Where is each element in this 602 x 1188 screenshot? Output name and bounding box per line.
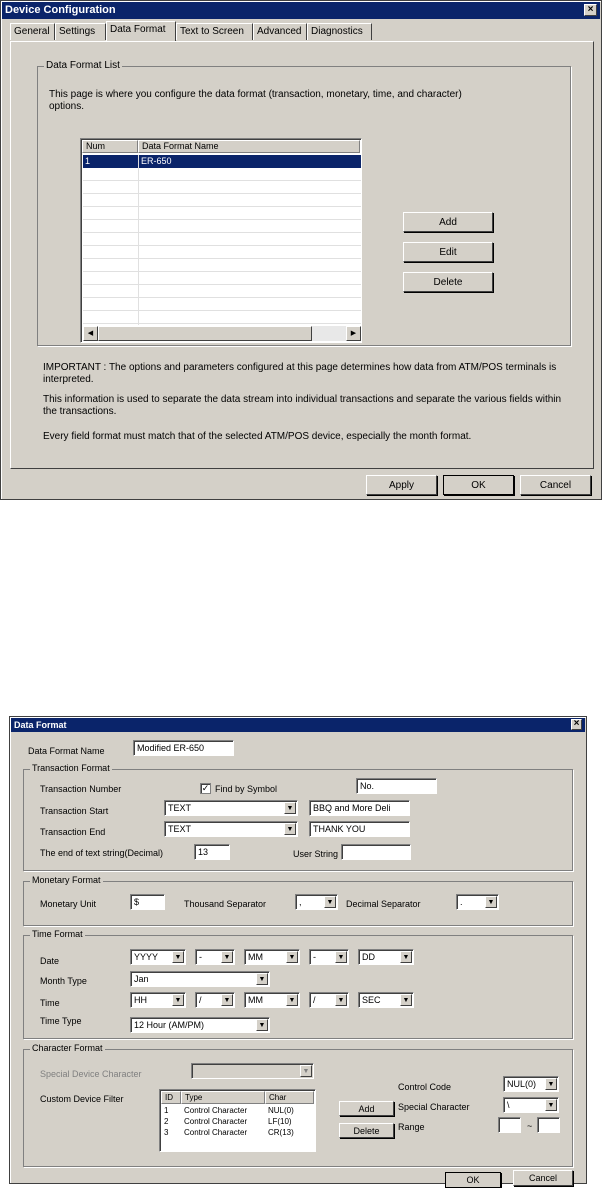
- device-configuration-window: [0, 0, 602, 500]
- date-label: Date: [40, 956, 60, 966]
- dropdown-icon[interactable]: ▼: [400, 994, 412, 1006]
- selected-value: YYYY: [134, 952, 159, 962]
- custom-device-filter-label: Custom Device Filter: [40, 1094, 124, 1104]
- group-title: Transaction Format: [32, 763, 110, 773]
- close-button[interactable]: ×: [584, 4, 597, 16]
- tab-strip: [10, 20, 590, 42]
- time-type-label: Time Type: [40, 1016, 82, 1026]
- selected-value: 12 Hour (AM/PM): [134, 1020, 205, 1030]
- time-separator1-select[interactable]: [195, 992, 235, 1008]
- add-button[interactable]: Add: [403, 212, 493, 232]
- selected-value: DD: [362, 952, 375, 962]
- monetary-unit-label: Monetary Unit: [40, 899, 97, 909]
- column-header-num[interactable]: Num: [82, 140, 138, 153]
- dropdown-icon[interactable]: ▼: [335, 994, 347, 1006]
- transaction-start-type-select[interactable]: [164, 800, 298, 816]
- dropdown-icon[interactable]: ▼: [256, 973, 268, 985]
- row-num: 1: [85, 156, 91, 166]
- dropdown-icon[interactable]: ▼: [172, 994, 184, 1006]
- dropdown-icon[interactable]: ▼: [324, 896, 336, 908]
- dropdown-icon[interactable]: ▼: [256, 1019, 268, 1031]
- window-title: Device Configuration: [5, 4, 116, 16]
- selected-value: \: [507, 1100, 510, 1110]
- selected-value: -: [199, 952, 202, 962]
- group-title: Data Format List: [46, 60, 120, 71]
- selected-value: HH: [134, 995, 147, 1005]
- tab-settings[interactable]: Settings: [55, 23, 106, 40]
- monetary-unit-input[interactable]: $: [130, 894, 165, 910]
- range-start-input[interactable]: [498, 1117, 521, 1133]
- custom-filter-table[interactable]: [159, 1089, 316, 1152]
- selected-value: NUL(0): [507, 1079, 537, 1089]
- dropdown-icon[interactable]: ▼: [284, 823, 296, 835]
- find-by-symbol-label: Find by Symbol: [215, 784, 278, 794]
- tab-data-format[interactable]: Data Format: [106, 21, 176, 41]
- range-label: Range: [398, 1122, 425, 1132]
- row-type: Control Character: [184, 1106, 248, 1115]
- transaction-end-type-select[interactable]: [164, 821, 298, 837]
- separation-note: This information is used to separate the data stream into individual transactions and separate the various fields within the transactions.: [43, 394, 562, 417]
- row-char: NUL(0): [268, 1106, 294, 1115]
- table-row[interactable]: [162, 1105, 314, 1116]
- row-id: 1: [164, 1106, 169, 1115]
- time-label: Time: [40, 998, 60, 1008]
- delete-filter-button[interactable]: Delete: [339, 1123, 394, 1138]
- transaction-end-label: Transaction End: [40, 827, 106, 837]
- time-separator2-select[interactable]: [309, 992, 349, 1008]
- data-format-name-input[interactable]: Modified ER-650: [133, 740, 234, 756]
- selected-value: /: [313, 995, 316, 1005]
- ok-button[interactable]: OK: [443, 475, 514, 495]
- decimal-separator-label: Decimal Separator: [346, 899, 421, 909]
- window-title: Data Format: [14, 720, 67, 730]
- selected-value: /: [199, 995, 202, 1005]
- selected-value: .: [460, 897, 463, 907]
- dropdown-icon[interactable]: ▼: [286, 951, 298, 963]
- range-end-input[interactable]: [537, 1117, 560, 1133]
- tab-text-to-screen[interactable]: Text to Screen: [176, 23, 253, 40]
- decimal-separator-select[interactable]: [456, 894, 499, 910]
- selected-value: Jan: [134, 974, 149, 984]
- dropdown-icon[interactable]: ▼: [335, 951, 347, 963]
- dropdown-icon[interactable]: ▼: [221, 994, 233, 1006]
- range-separator: ~: [527, 1121, 533, 1131]
- dropdown-icon[interactable]: ▼: [284, 802, 296, 814]
- data-format-table[interactable]: [80, 138, 362, 343]
- column-header-type[interactable]: Type: [181, 1091, 265, 1104]
- table-row[interactable]: [162, 1127, 314, 1138]
- date-month-select[interactable]: [244, 949, 300, 965]
- scroll-left-icon[interactable]: ◀: [83, 326, 98, 341]
- time-second-select[interactable]: [358, 992, 414, 1008]
- month-format-note: Every field format must match that of the selected ATM/POS device, especially the month format.: [43, 431, 472, 442]
- scroll-right-icon[interactable]: ▶: [346, 326, 361, 341]
- selected-value: -: [313, 952, 316, 962]
- tab-general[interactable]: General: [10, 23, 55, 40]
- column-header-name[interactable]: Data Format Name: [138, 140, 360, 153]
- dropdown-icon[interactable]: ▼: [300, 1065, 312, 1077]
- date-day-select[interactable]: [358, 949, 414, 965]
- dropdown-icon[interactable]: ▼: [221, 951, 233, 963]
- selected-value: ,: [299, 897, 302, 907]
- column-header-char[interactable]: Char: [265, 1091, 314, 1104]
- table-row[interactable]: [83, 155, 361, 168]
- date-separator1-select[interactable]: [195, 949, 235, 965]
- tab-diagnostics[interactable]: Diagnostics: [307, 23, 372, 40]
- tab-advanced[interactable]: Advanced: [253, 23, 307, 40]
- end-of-text-input[interactable]: 13: [194, 844, 230, 860]
- data-format-name-label: Data Format Name: [28, 746, 105, 756]
- user-string-label: User String: [293, 849, 339, 859]
- cancel-button[interactable]: Cancel: [513, 1170, 573, 1186]
- scroll-thumb[interactable]: [98, 326, 312, 341]
- row-type: Control Character: [184, 1117, 248, 1126]
- table-row[interactable]: [162, 1116, 314, 1127]
- transaction-number-input[interactable]: No.: [356, 778, 437, 794]
- group-title: Monetary Format: [32, 875, 101, 885]
- close-button[interactable]: ×: [571, 719, 582, 730]
- edit-button[interactable]: Edit: [403, 242, 493, 262]
- thousand-separator-select[interactable]: [295, 894, 338, 910]
- transaction-end-input[interactable]: THANK YOU: [309, 821, 410, 837]
- find-by-symbol-checkbox[interactable]: ✓: [201, 783, 210, 793]
- dropdown-icon[interactable]: ▼: [545, 1099, 557, 1111]
- control-code-label: Control Code: [398, 1082, 452, 1092]
- row-char: LF(10): [268, 1117, 292, 1126]
- cancel-button[interactable]: Cancel: [520, 475, 591, 495]
- time-minute-select[interactable]: [244, 992, 300, 1008]
- month-type-label: Month Type: [40, 976, 87, 986]
- ok-button[interactable]: OK: [445, 1172, 501, 1188]
- row-type: Control Character: [184, 1128, 248, 1137]
- special-device-character-select[interactable]: [191, 1063, 314, 1079]
- column-header-id[interactable]: ID: [161, 1091, 181, 1104]
- transaction-start-input[interactable]: BBQ and More Deli: [309, 800, 410, 816]
- special-device-character-label: Special Device Character: [40, 1069, 142, 1079]
- row-char: CR(13): [268, 1128, 294, 1137]
- delete-button[interactable]: Delete: [403, 272, 493, 292]
- user-string-input[interactable]: [341, 844, 411, 860]
- title-bar: [11, 718, 585, 732]
- selected-value: MM: [248, 952, 263, 962]
- grid-divider: [138, 155, 139, 325]
- date-year-select[interactable]: [130, 949, 186, 965]
- selected-value: SEC: [362, 995, 381, 1005]
- selected-value: TEXT: [168, 824, 192, 834]
- intro-text: This page is where you configure the data format (transaction, monetary, time, and character) options.: [49, 89, 462, 112]
- data-format-window: [9, 716, 587, 1184]
- dropdown-icon[interactable]: ▼: [286, 994, 298, 1006]
- transaction-start-label: Transaction Start: [40, 806, 109, 816]
- row-id: 3: [164, 1128, 169, 1137]
- dropdown-icon[interactable]: ▼: [400, 951, 412, 963]
- end-of-text-label: The end of text string(Decimal): [40, 848, 164, 858]
- control-code-select[interactable]: [503, 1076, 559, 1092]
- date-separator2-select[interactable]: [309, 949, 349, 965]
- selected-value: TEXT: [168, 803, 192, 813]
- dropdown-icon[interactable]: ▼: [172, 951, 184, 963]
- selected-value: MM: [248, 995, 263, 1005]
- time-type-select[interactable]: [130, 1017, 270, 1033]
- row-name: ER-650: [141, 156, 172, 166]
- thousand-separator-label: Thousand Separator: [184, 899, 267, 909]
- add-filter-button[interactable]: Add: [339, 1101, 394, 1116]
- special-character-select[interactable]: [503, 1097, 559, 1113]
- title-bar: [2, 2, 600, 19]
- dropdown-icon[interactable]: ▼: [485, 896, 497, 908]
- time-hour-select[interactable]: [130, 992, 186, 1008]
- row-id: 2: [164, 1117, 169, 1126]
- grid-lines: [83, 168, 361, 325]
- month-type-select[interactable]: [130, 971, 270, 987]
- important-note: IMPORTANT : The options and parameters configured at this page determines how data from ATM/POS terminals is interpreted.: [43, 362, 557, 385]
- group-title: Time Format: [32, 929, 83, 939]
- horizontal-scrollbar[interactable]: [83, 326, 361, 341]
- transaction-number-label: Transaction Number: [40, 784, 122, 794]
- group-title: Character Format: [32, 1043, 103, 1053]
- apply-button[interactable]: Apply: [366, 475, 437, 495]
- special-character-label: Special Character: [398, 1102, 470, 1112]
- dropdown-icon[interactable]: ▼: [545, 1078, 557, 1090]
